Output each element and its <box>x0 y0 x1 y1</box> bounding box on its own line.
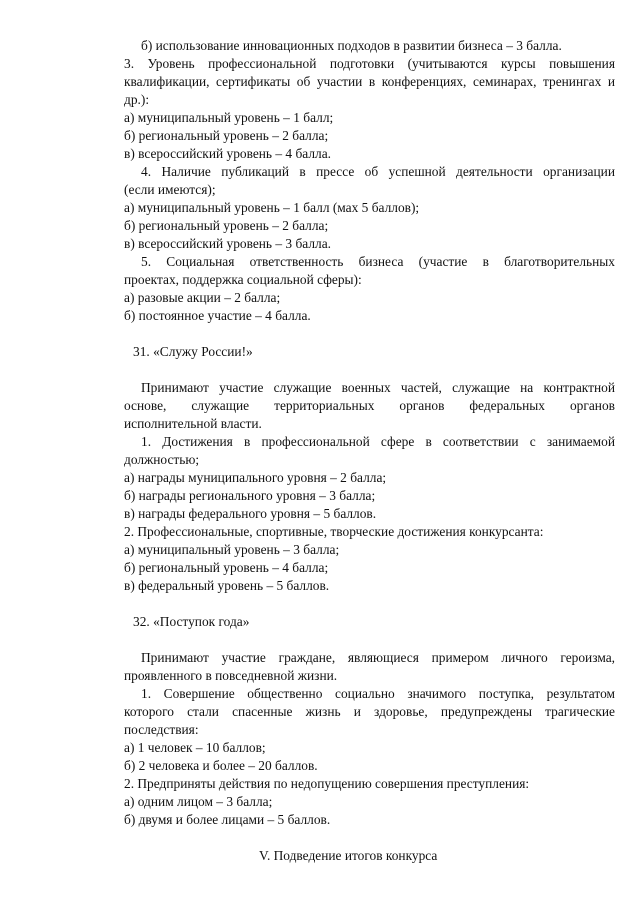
text-line: 2. Профессиональные, спортивные, творческие достижения конкурсанта: <box>124 524 544 539</box>
text-line: др.): <box>124 92 150 107</box>
text-line: б) региональный уровень – 4 балла; <box>124 560 329 575</box>
text-line: 2. Предприняты действия по недопущению совершения преступления: <box>124 776 530 791</box>
section-heading: 32. «Поступок года» <box>133 614 250 629</box>
text-line: в) всероссийский уровень – 3 балла. <box>124 236 332 251</box>
section-heading: 31. «Служу России!» <box>133 344 253 359</box>
text-line: 5. Социальная ответственность бизнеса (участие в благотворительных <box>141 254 615 269</box>
text-line: 3. Уровень профессиональной подготовки (учитываются курсы повышения <box>124 56 615 71</box>
text-line: а) одним лицом – 3 балла; <box>124 794 273 809</box>
text-line: в) награды федерального уровня – 5 баллов. <box>124 506 377 521</box>
text-line: б) награды регионального уровня – 3 балла; <box>124 488 376 503</box>
text-line: квалификации, сертификаты об участии в конференциях, семинарах, тренингах и <box>124 74 615 89</box>
section-heading: V. Подведение итогов конкурса <box>259 848 438 863</box>
text-line: (если имеются); <box>124 182 216 197</box>
text-line: Принимают участие граждане, являющиеся примером личного героизма, <box>141 650 615 665</box>
text-line: а) награды муниципального уровня – 2 балла; <box>124 470 387 485</box>
text-line: а) разовые акции – 2 балла; <box>124 290 281 305</box>
text-line: которого стали спасенные жизнь и здоровье, предупреждены трагические <box>124 704 615 719</box>
text-line: 1. Достижения в профессиональной сфере в соответствии с занимаемой <box>141 434 615 449</box>
text-line: 4. Наличие публикаций в прессе об успешной деятельности организации <box>141 164 615 179</box>
text-line: б) региональный уровень – 2 балла; <box>124 128 329 143</box>
text-line: исполнительной власти. <box>124 416 262 431</box>
text-line: б) региональный уровень – 2 балла; <box>124 218 329 233</box>
text-line: в) федеральный уровень – 5 баллов. <box>124 578 330 593</box>
text-line: б) двумя и более лицами – 5 баллов. <box>124 812 331 827</box>
text-line: а) муниципальный уровень – 1 балл (мах 5 баллов); <box>124 200 420 215</box>
text-line: Принимают участие служащие военных частей, служащие на контрактной <box>141 380 615 395</box>
text-line: проектах, поддержка социальной сферы): <box>124 272 362 287</box>
text-line: основе, служащие территориальных органов федеральных органов <box>124 398 615 413</box>
text-line: последствия: <box>124 722 199 737</box>
text-line: 1. Совершение общественно социально значимого поступка, результатом <box>141 686 615 701</box>
text-line: должностью; <box>124 452 200 467</box>
text-line: б) постоянное участие – 4 балла. <box>124 308 311 323</box>
text-line: а) муниципальный уровень – 1 балл; <box>124 110 334 125</box>
text-line: б) 2 человека и более – 20 баллов. <box>124 758 318 773</box>
text-line: а) 1 человек – 10 баллов; <box>124 740 266 755</box>
text-line: проявленного в повседневной жизни. <box>124 668 338 683</box>
text-line: б) использование инновационных подходов в развитии бизнеса – 3 балла. <box>141 38 562 53</box>
text-line: в) всероссийский уровень – 4 балла. <box>124 146 332 161</box>
text-line: а) муниципальный уровень – 3 балла; <box>124 542 340 557</box>
